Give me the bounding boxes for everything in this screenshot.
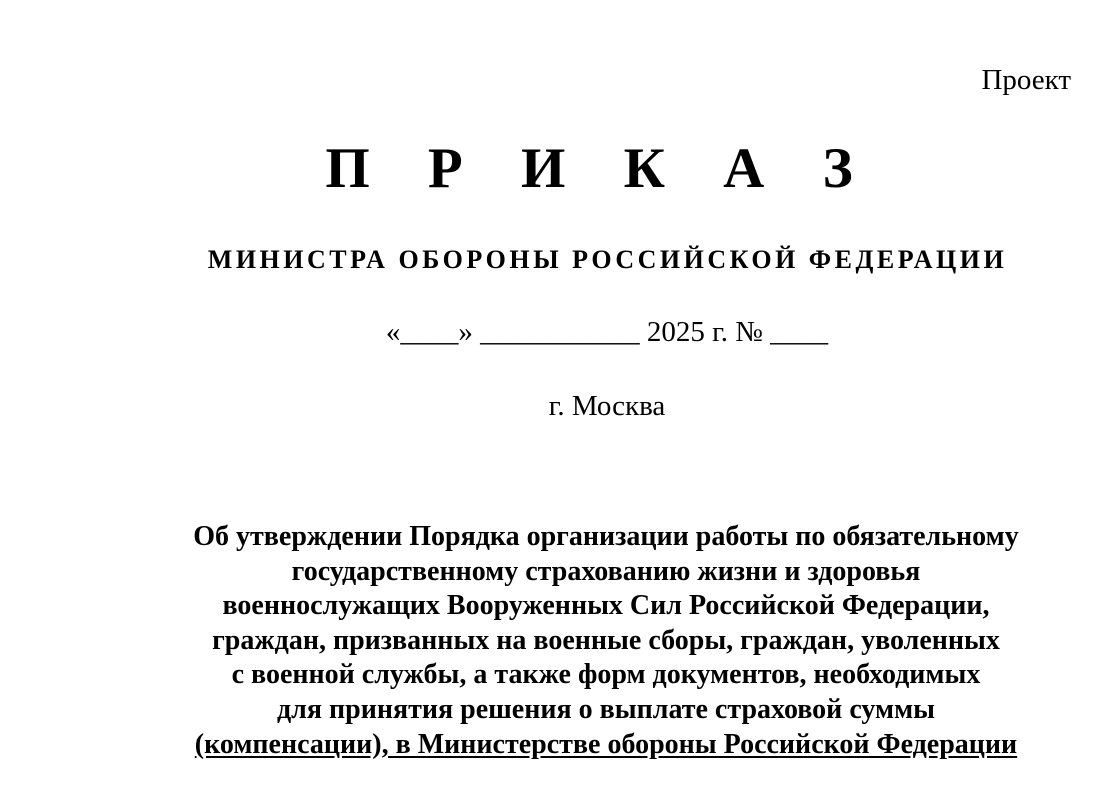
heading-line: Об утверждении Порядка организации работы по обязательному	[193, 521, 1019, 552]
draft-status-label: Проект	[981, 64, 1071, 96]
issuer-subtitle: МИНИСТРА ОБОРОНЫ РОССИЙСКОЙ ФЕДЕРАЦИИ	[207, 245, 1008, 274]
order-heading	[130, 520, 1082, 762]
city-label: г. Москва	[548, 390, 666, 422]
heading-line-underlined: (компенсации), в Министерстве обороны Российской Федерации	[194, 728, 1018, 760]
order-title: П Р И К А З	[325, 137, 875, 200]
heading-line: граждан, призванных на военные сборы, граждан, уволенных	[212, 624, 1000, 656]
date-number-line: «____» ___________ 2025 г. № ____	[385, 316, 829, 348]
heading-line: государственному страхованию жизни и здоровья	[291, 555, 921, 587]
heading-line: с военной службы, а также форм документов, необходимых	[231, 659, 981, 691]
heading-line: военнослужащих Вооруженных Сил Российской Федерации,	[222, 590, 990, 622]
heading-line: для принятия решения о выплате страховой суммы	[276, 693, 936, 725]
